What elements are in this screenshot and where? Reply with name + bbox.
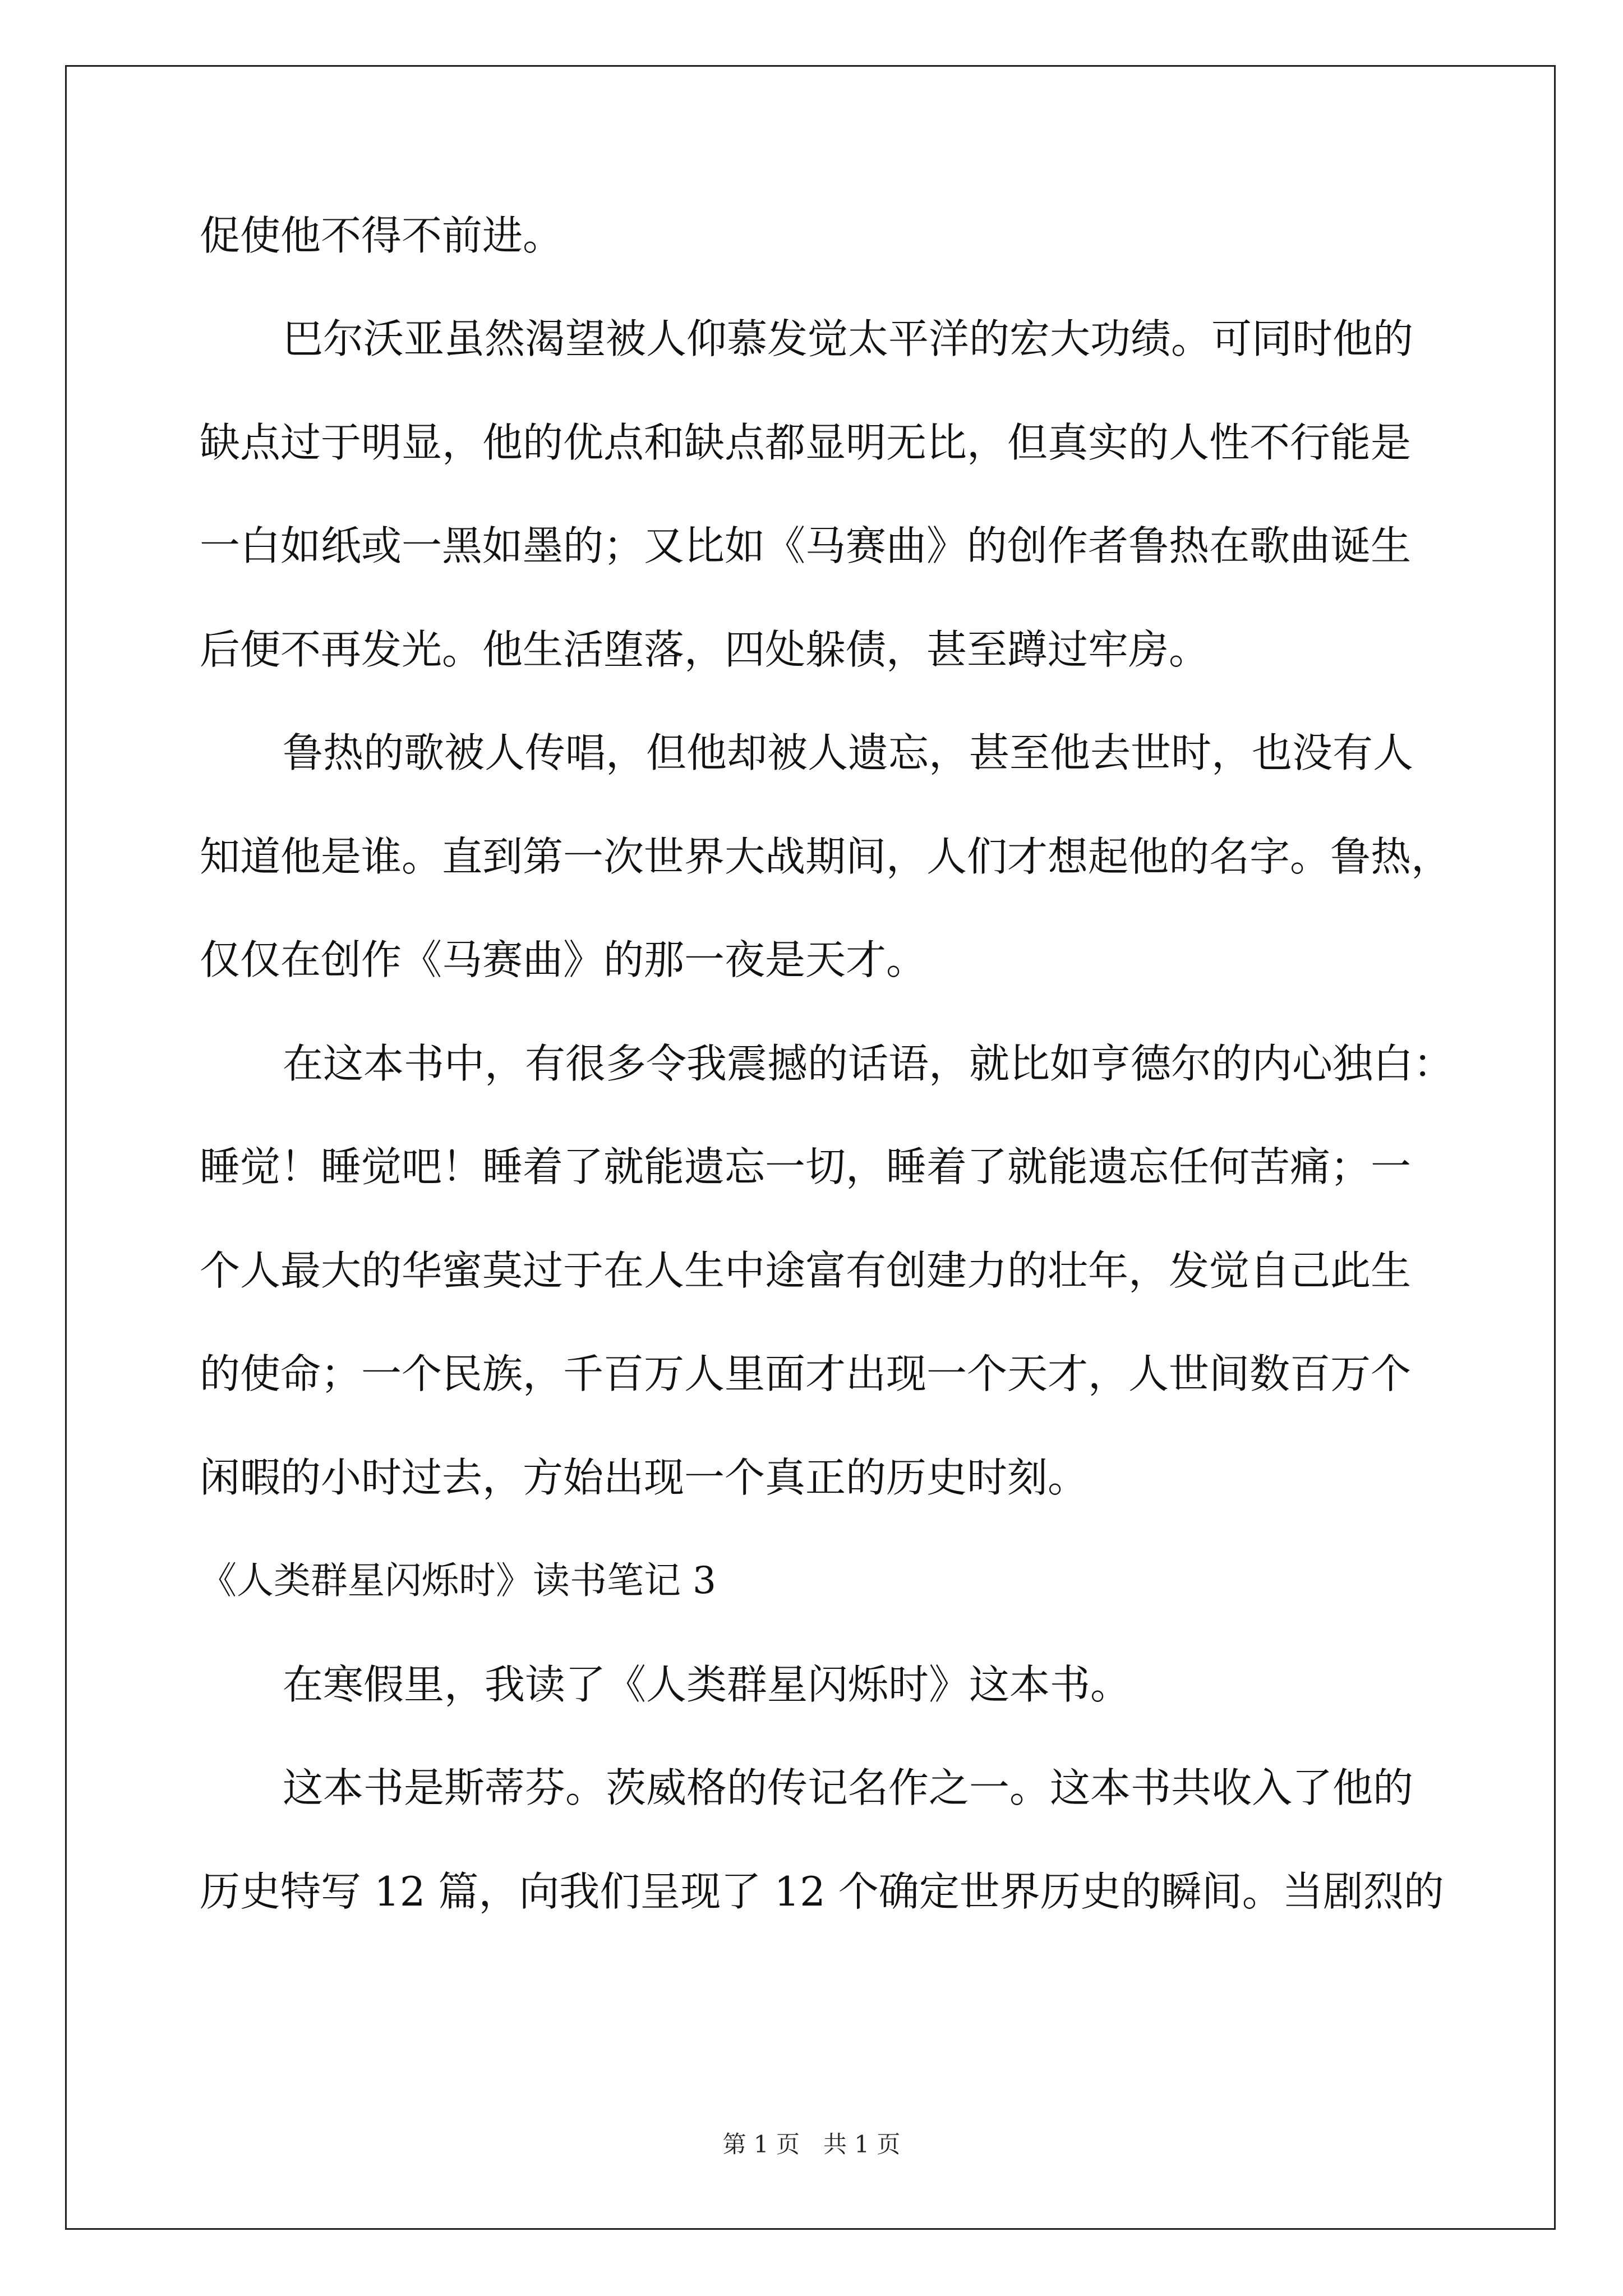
text-line: 一白如纸或一黑如墨的；又比如《马赛曲》的创作者鲁热在歌曲诞生 [200, 522, 1412, 569]
paragraph-first-line: 在这本书中，有很多令我震撼的话语，就比如亨德尔的内心独白： [283, 1040, 1454, 1087]
paragraph-first-line: 巴尔沃亚虽然渴望被人仰慕发觉太平洋的宏大功绩。可同时他的 [283, 315, 1414, 362]
text-line: 睡觉！睡觉吧！睡着了就能遗忘一切，睡着了就能遗忘任何苦痛；一 [200, 1143, 1412, 1190]
paragraph-first-line: 鲁热的歌被人传唱，但他却被人遗忘，甚至他去世时，也没有人 [283, 729, 1414, 776]
text-line: 促使他不得不前进。 [200, 212, 564, 259]
section-heading: 《人类群星闪烁时》读书笔记 3 [200, 1559, 716, 1602]
text-line: 知道他是谁。直到第一次世界大战期间，人们才想起他的名字。鲁热， [200, 833, 1452, 880]
page-footer: 第 1 页 共 1 页 [722, 2131, 901, 2158]
text-line: 闲暇的小时过去，方始出现一个真正的历史时刻。 [200, 1454, 1089, 1501]
text-line: 的使命；一个民族，千百万人里面才出现一个天才，人世间数百万个 [200, 1350, 1412, 1397]
text-line: 缺点过于明显，他的优点和缺点都显明无比，但真实的人性不行能是 [200, 419, 1412, 466]
text-line: 后便不再发光。他生活堕落，四处躲债，甚至蹲过牢房。 [200, 626, 1210, 673]
paragraph-first-line: 在寒假里，我读了《人类群星闪烁时》这本书。 [283, 1661, 1131, 1708]
text-line: 仅仅在创作《马赛曲》的那一夜是天才。 [200, 936, 927, 983]
text-line: 个人最大的华蜜莫过于在人生中途富有创建力的壮年，发觉自己此生 [200, 1247, 1412, 1294]
text-line: 历史特写 12 篇，向我们呈现了 12 个确定世界历史的瞬间。当剧烈的 [200, 1868, 1444, 1915]
paragraph-first-line: 这本书是斯蒂芬。茨威格的传记名作之一。这本书共收入了他的 [283, 1764, 1414, 1811]
